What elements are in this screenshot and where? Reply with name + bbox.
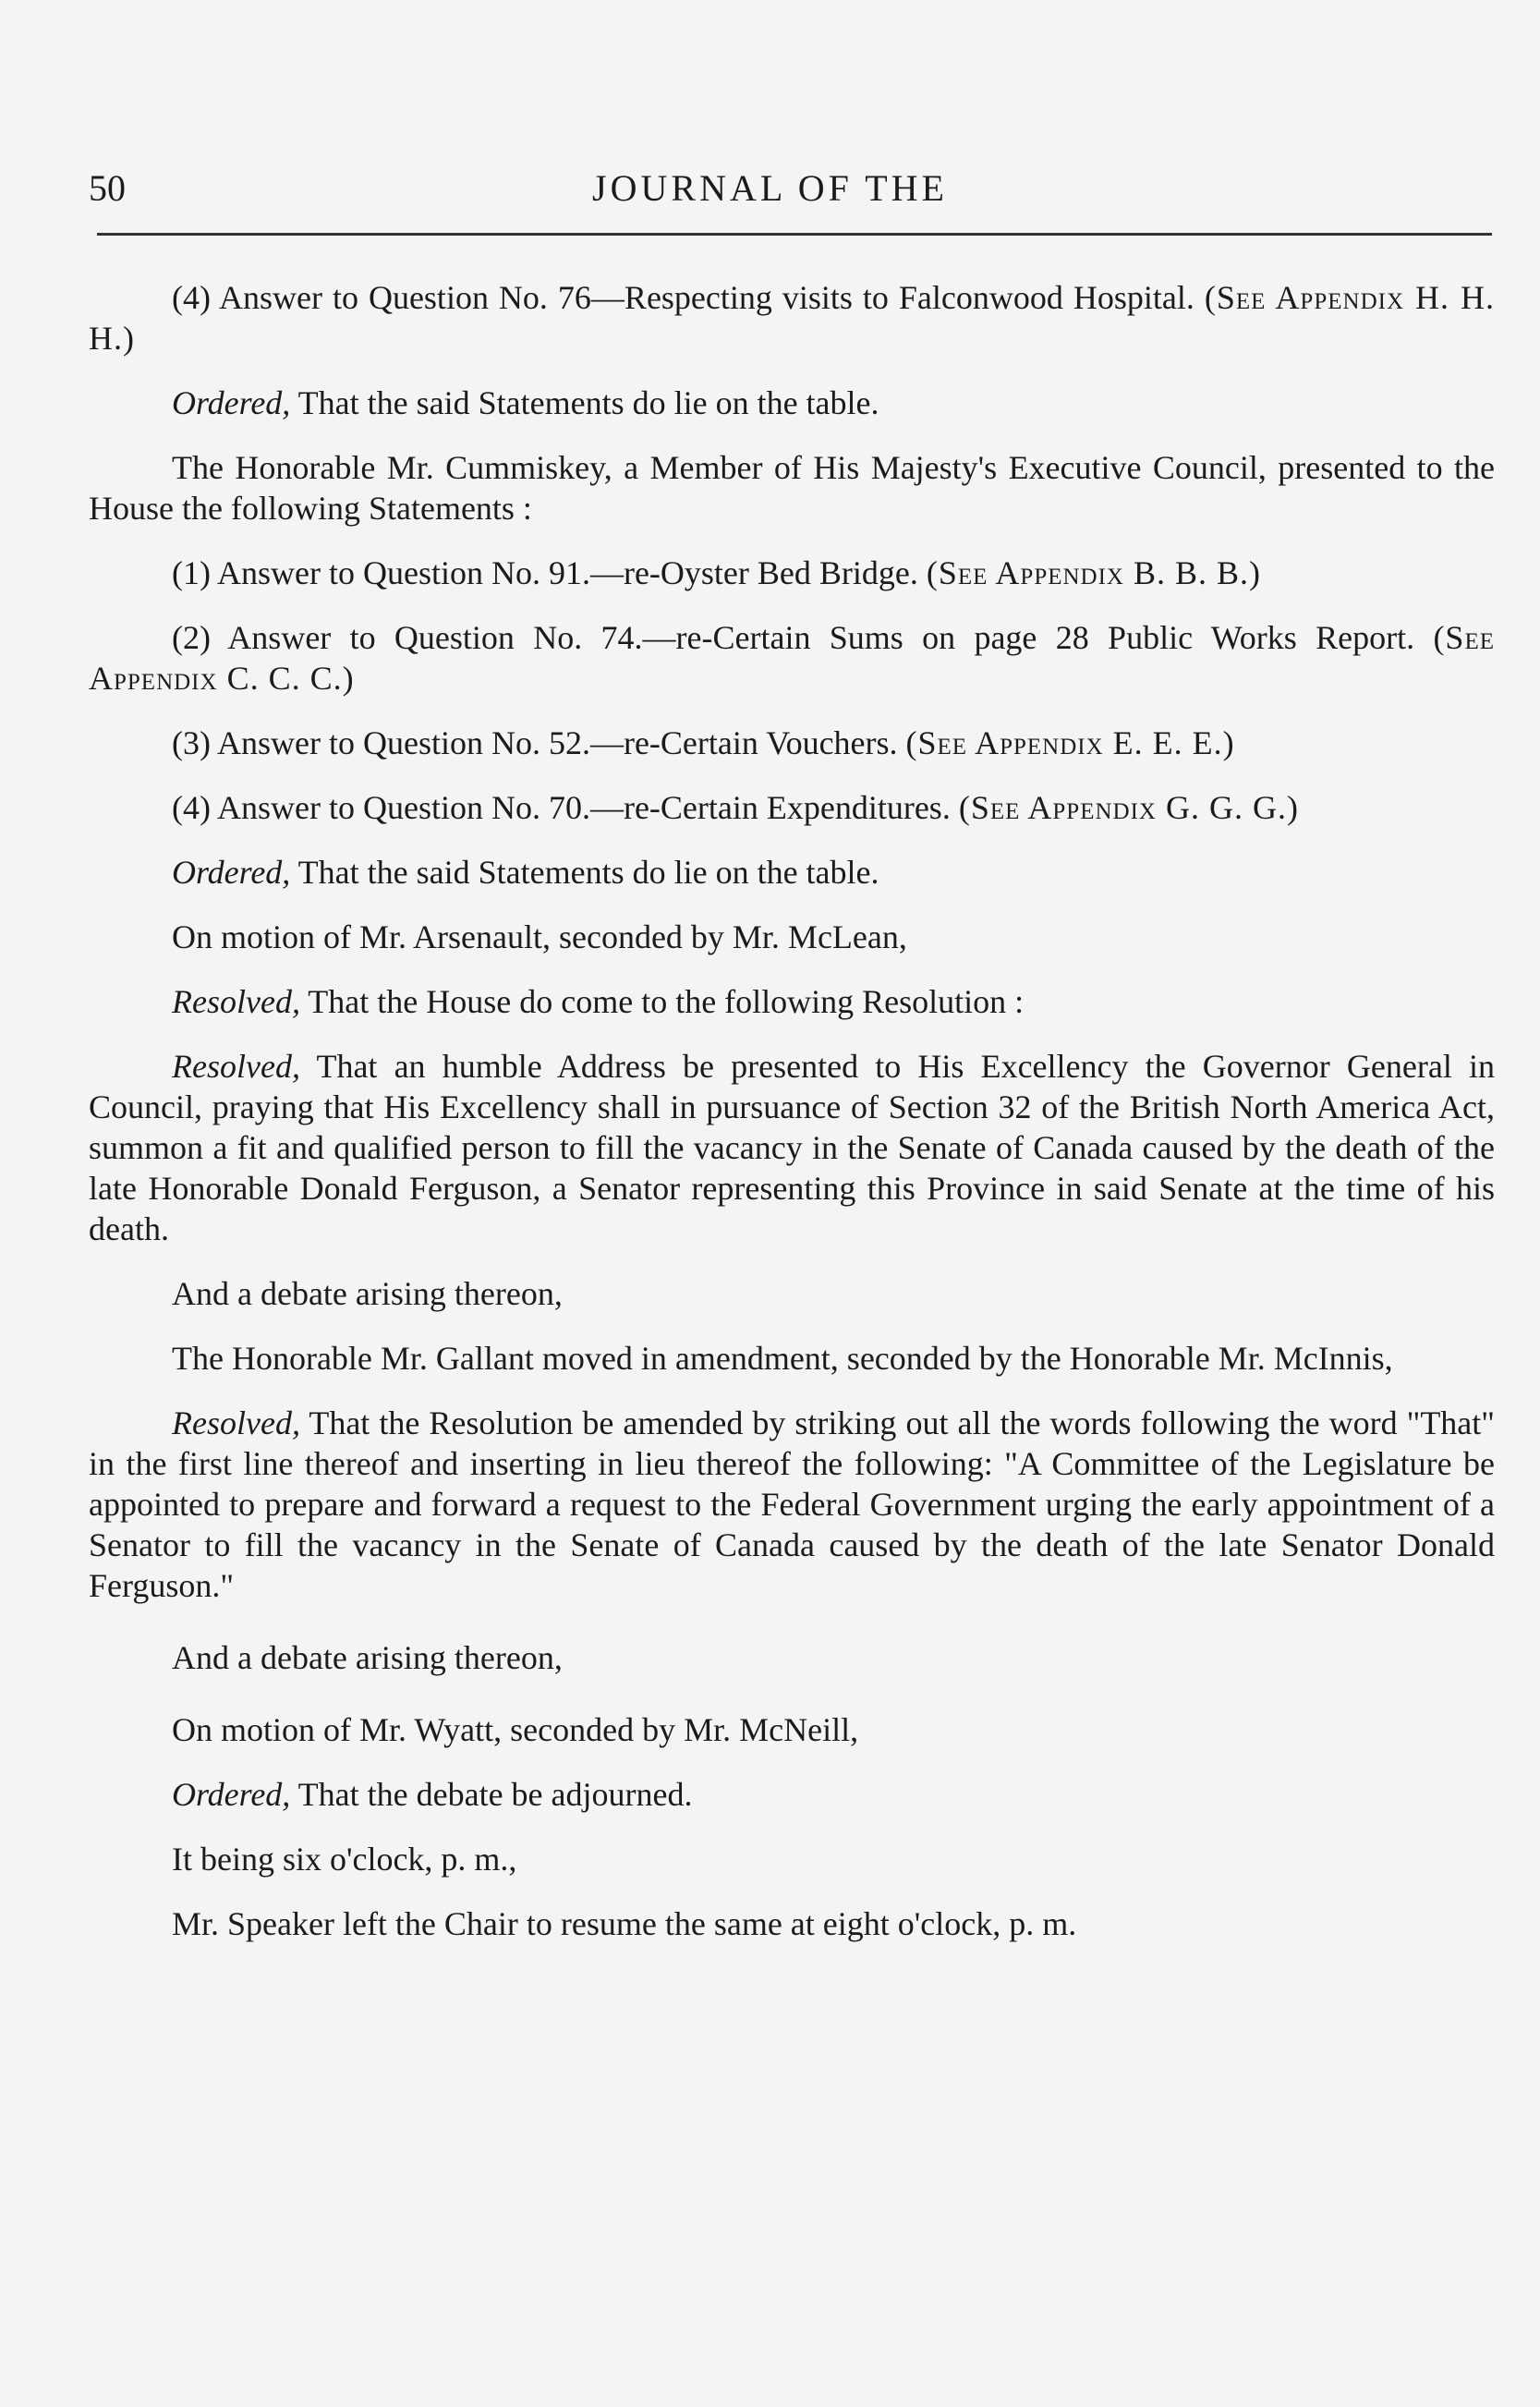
paragraph-time: It being six o'clock, p. m., <box>172 1841 517 1878</box>
appendix-reference: (See Appendix E. E. E.) <box>905 724 1235 761</box>
paragraph-motion: On motion of Mr. Wyatt, seconded by Mr. McNeill, <box>172 1711 859 1748</box>
paragraph-debate: And a debate arising thereon, <box>172 1275 563 1312</box>
answer-text: (4) Answer to Question No. 70.—re-Certain Expenditures. <box>172 789 951 826</box>
paragraph-resolution <box>89 1046 1495 1249</box>
ordered-text: That the said Statements do lie on the table. <box>297 854 879 891</box>
resolved-text: That the House do come to the following Resolution : <box>308 983 1025 1020</box>
paragraph-amendment-motion: The Honorable Mr. Gallant moved in amendment, seconded by the Honorable Mr. McInnis, <box>172 1340 1393 1377</box>
paragraph-amendment <box>89 1403 1495 1606</box>
appendix-reference: (See Appendix C. C. C.) <box>89 619 1495 697</box>
paragraph-answer-52 <box>89 723 1495 763</box>
answer-text: (3) Answer to Question No. 52.—re-Certain Vouchers. <box>172 724 898 761</box>
ordered-text: That the debate be adjourned. <box>297 1776 693 1813</box>
resolved-label: Resolved, <box>172 1048 300 1085</box>
resolved-label: Resolved, <box>172 1404 300 1441</box>
answer-text: (2) Answer to Question No. 74.—re-Certain Sums on page 28 Public Works Report. <box>172 619 1415 656</box>
answer-text: (1) Answer to Question No. 91.—re-Oyster Bed Bridge. <box>172 554 918 591</box>
paragraph-debate: And a debate arising thereon, <box>172 1639 563 1676</box>
header-rule <box>97 233 1492 236</box>
appendix-reference: (See Appendix B. B. B.) <box>926 554 1262 591</box>
journal-body <box>89 277 1495 1968</box>
paragraph-speaker: Mr. Speaker left the Chair to resume the same at eight o'clock, p. m. <box>172 1905 1077 1942</box>
paragraph-answer-74 <box>89 617 1495 699</box>
paragraph-answer-91 <box>89 553 1495 593</box>
page-number: 50 <box>89 167 126 209</box>
appendix-reference: (See Appendix H. H. H.) <box>89 279 1495 357</box>
amendment-text: That the Resolution be amended by striking out all the words following the word "That" in the first line thereof and inserting in lieu thereof the following: "A Committee of the Legislature be appointed to prepare and forward a request to the Federal Government urging the early appointment of a Senator to fill the vacancy in the Senate of Canada caused by the death of the late Senator Donald Ferguson." <box>89 1404 1495 1604</box>
resolved-label: Resolved, <box>172 983 300 1020</box>
paragraph-ordered <box>89 852 1495 893</box>
ordered-text: That the said Statements do lie on the table. <box>297 384 879 421</box>
page-header <box>0 157 1540 213</box>
paragraph-statements-presented: The Honorable Mr. Cummiskey, a Member of His Majesty's Executive Council, presented to the House the following Statements : <box>89 449 1495 527</box>
paragraph-motion: On motion of Mr. Arsenault, seconded by Mr. McLean, <box>172 918 907 955</box>
ordered-label: Ordered, <box>172 854 291 891</box>
answer-text: (4) Answer to Question No. 76—Respecting visits to Falconwood Hospital. <box>172 279 1194 316</box>
paragraph-ordered <box>89 383 1495 423</box>
appendix-reference: (See Appendix G. G. G.) <box>958 789 1299 826</box>
paragraph-resolved <box>89 981 1495 1022</box>
resolution-text: That an humble Address be presented to His Excellency the Governor General in Council, praying that His Excellency shall in pursuance of Section 32 of the British North America Act, summon a fit and qualified person to fill the vacancy in the Senate of Canada caused by the death of the late Honorable Donald Ferguson, a Senator representing this Province in said Senate at the time of his death. <box>89 1048 1495 1247</box>
ordered-label: Ordered, <box>172 384 291 421</box>
running-title: JOURNAL OF THE <box>592 167 948 209</box>
paragraph-answer-70 <box>89 787 1495 828</box>
paragraph-answer-76 <box>89 277 1495 359</box>
paragraph-ordered <box>89 1774 1495 1815</box>
ordered-label: Ordered, <box>172 1776 291 1813</box>
